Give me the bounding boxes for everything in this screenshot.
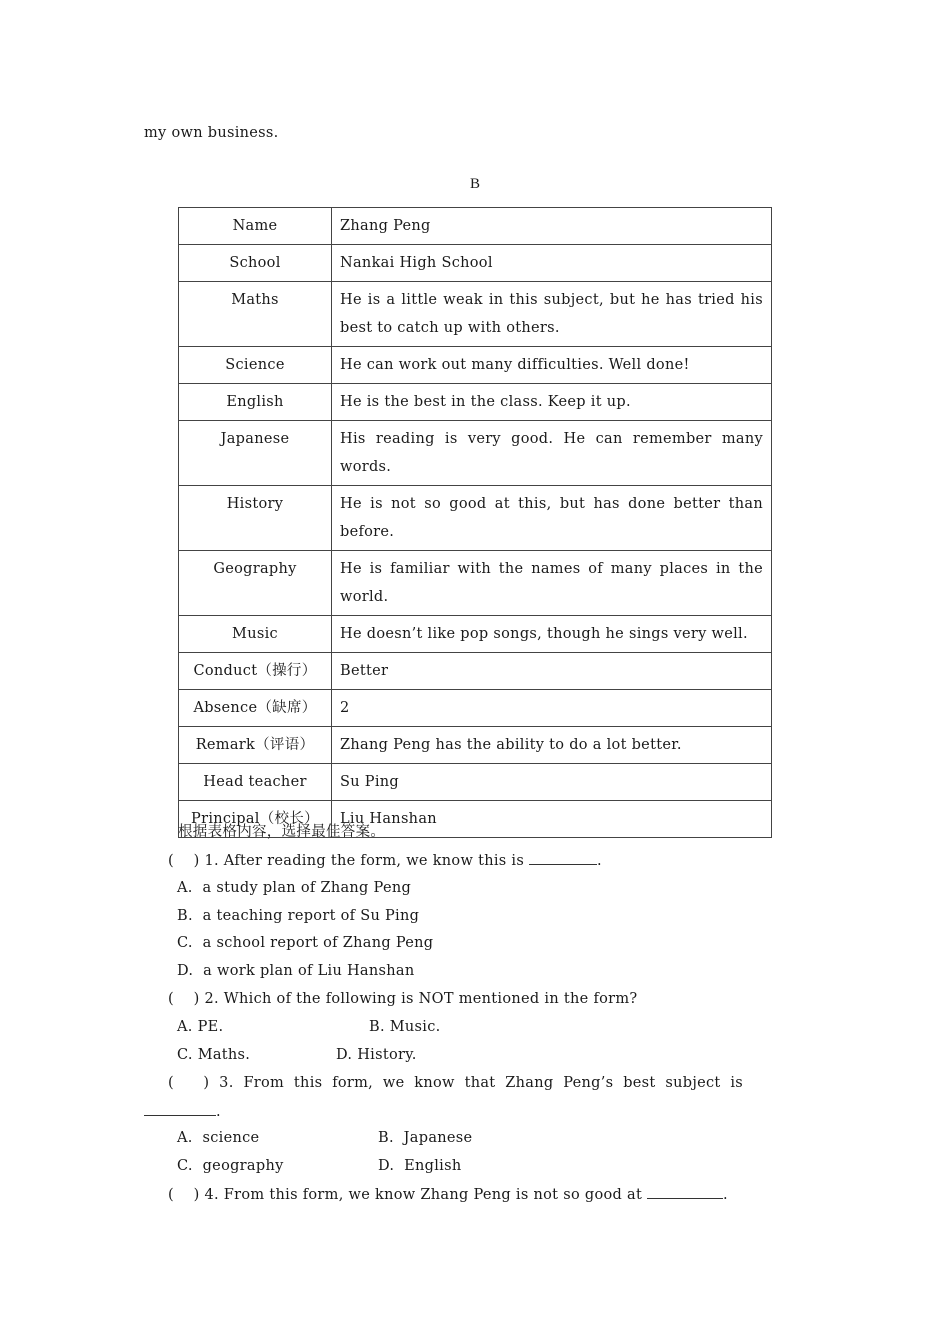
row-comment: Liu Hanshan bbox=[332, 801, 772, 838]
row-label: Japanese bbox=[179, 421, 332, 486]
row-comment: He is familiar with the names of many places in the world. bbox=[332, 551, 772, 616]
q2-option-a: A. PE. bbox=[177, 1019, 224, 1035]
section-title: B bbox=[469, 176, 480, 192]
table-row bbox=[179, 727, 772, 764]
q3-option-a: A. science bbox=[177, 1130, 260, 1146]
row-label: Absence（缺席） bbox=[179, 690, 332, 727]
instruction-text: 根据表格内容，选择最佳答案。 bbox=[178, 824, 386, 840]
row-label: Remark（评语） bbox=[179, 727, 332, 764]
row-label: History bbox=[179, 486, 332, 551]
row-comment: He can work out many difficulties. Well done! bbox=[332, 347, 772, 384]
row-comment: He is a little weak in this subject, but he has tried his best to catch up with others. bbox=[332, 282, 772, 347]
q1-option-a: A. a study plan of Zhang Peng bbox=[177, 880, 412, 896]
row-comment: 2 bbox=[332, 690, 772, 727]
answer-blank bbox=[647, 1184, 723, 1199]
q2-option-b: B. Music. bbox=[369, 1019, 441, 1035]
q3-option-b: B. Japanese bbox=[378, 1130, 473, 1146]
table-row bbox=[179, 421, 772, 486]
table-row bbox=[179, 690, 772, 727]
row-comment: He is not so good at this, but has done better than before. bbox=[332, 486, 772, 551]
question-1 bbox=[168, 850, 602, 871]
table-row bbox=[179, 486, 772, 551]
row-comment: Better bbox=[332, 653, 772, 690]
intro-tail-text: my own business. bbox=[144, 125, 279, 141]
table-row bbox=[179, 282, 772, 347]
table-row bbox=[179, 208, 772, 245]
row-comment: He doesn’t like pop songs, though he sings very well. bbox=[332, 616, 772, 653]
q2-option-c: C. Maths. bbox=[177, 1047, 251, 1063]
answer-blank bbox=[144, 1101, 216, 1116]
table-row bbox=[179, 764, 772, 801]
row-comment: His reading is very good. He can remember many words. bbox=[332, 421, 772, 486]
row-comment: Su Ping bbox=[332, 764, 772, 801]
row-comment: Zhang Peng has the ability to do a lot better. bbox=[332, 727, 772, 764]
row-label: Music bbox=[179, 616, 332, 653]
question-2: ( ) 2. Which of the following is NOT mentioned in the form? bbox=[168, 991, 638, 1007]
table-row bbox=[179, 653, 772, 690]
q3-option-d: D. English bbox=[378, 1158, 462, 1174]
row-comment: He is the best in the class. Keep it up. bbox=[332, 384, 772, 421]
question-3: ( ) 3. From this form, we know that Zhang Peng’s best subject is bbox=[168, 1075, 744, 1091]
row-label: School bbox=[179, 245, 332, 282]
school-report-table bbox=[178, 207, 772, 838]
q1-option-b: B. a teaching report of Su Ping bbox=[177, 908, 420, 924]
q1-option-d: D. a work plan of Liu Hanshan bbox=[177, 963, 415, 979]
question-4 bbox=[168, 1184, 728, 1205]
row-label: Geography bbox=[179, 551, 332, 616]
table-row bbox=[179, 245, 772, 282]
question-3-continuation bbox=[144, 1101, 221, 1122]
answer-blank bbox=[529, 850, 597, 865]
q2-option-d: D. History. bbox=[336, 1047, 417, 1063]
row-label: Maths bbox=[179, 282, 332, 347]
question-3-tail: . bbox=[216, 1104, 221, 1120]
row-comment: Zhang Peng bbox=[332, 208, 772, 245]
q1-option-c: C. a school report of Zhang Peng bbox=[177, 935, 434, 951]
row-label: English bbox=[179, 384, 332, 421]
row-label: Conduct（操行） bbox=[179, 653, 332, 690]
row-label: Science bbox=[179, 347, 332, 384]
row-label: Head teacher bbox=[179, 764, 332, 801]
row-label: Principal（校长） bbox=[179, 801, 332, 838]
question-4-stem: ( ) 4. From this form, we know Zhang Peng is not so good at bbox=[168, 1187, 647, 1203]
row-comment: Nankai High School bbox=[332, 245, 772, 282]
q3-option-c: C. geography bbox=[177, 1158, 284, 1174]
table-row bbox=[179, 347, 772, 384]
table-row bbox=[179, 551, 772, 616]
question-1-tail: . bbox=[597, 853, 602, 869]
row-label: Name bbox=[179, 208, 332, 245]
table-row bbox=[179, 616, 772, 653]
table-row bbox=[179, 384, 772, 421]
question-4-tail: . bbox=[723, 1187, 728, 1203]
question-1-stem: ( ) 1. After reading the form, we know this is bbox=[168, 853, 530, 869]
